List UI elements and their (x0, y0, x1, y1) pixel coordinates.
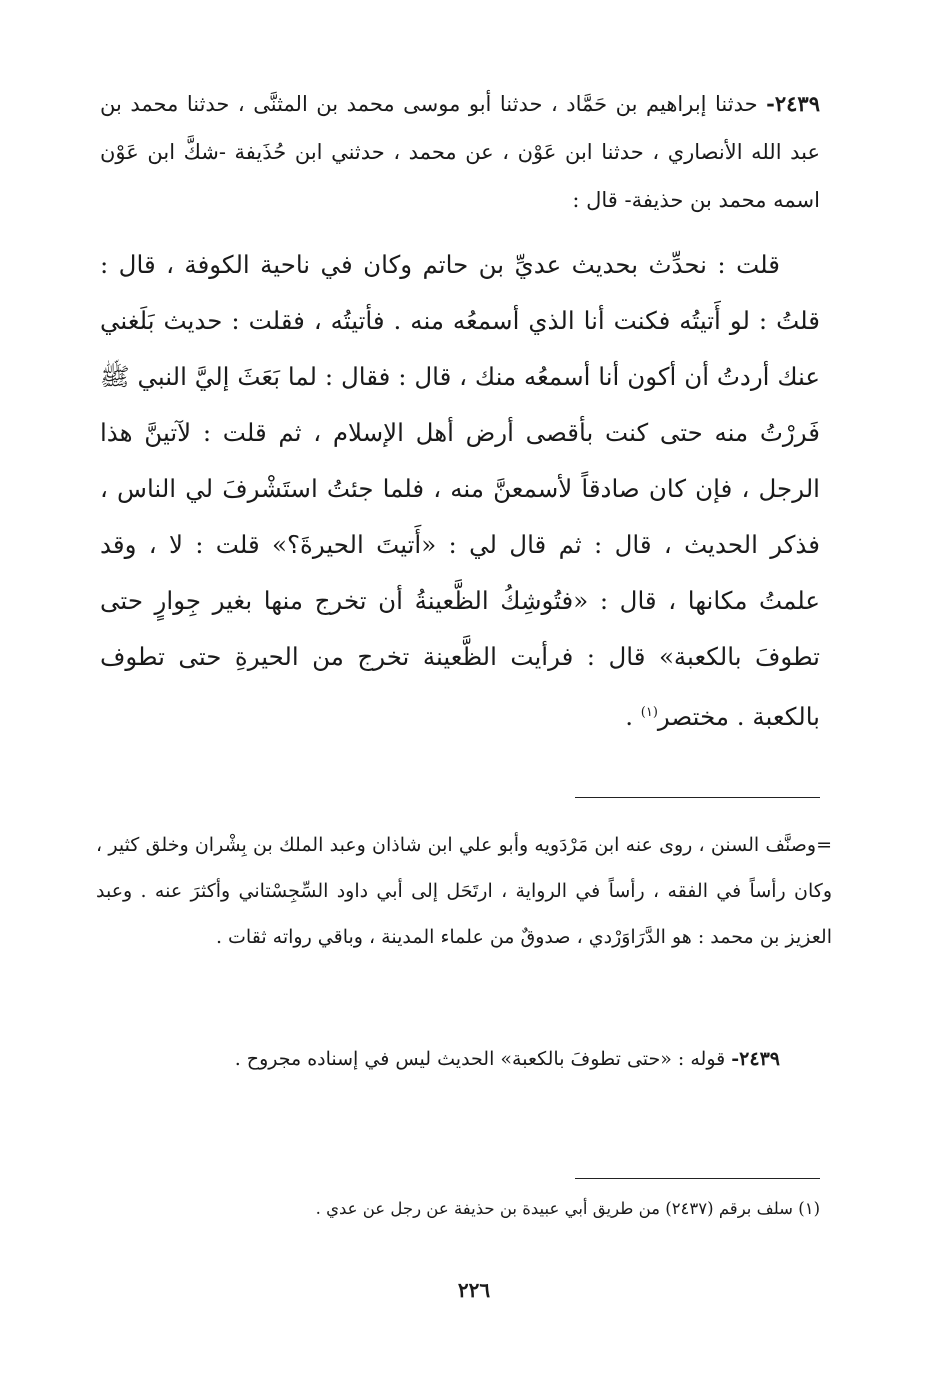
commentary-continuation-text: =وصنَّف السنن ، روى عنه ابن مَرْدَويه وأبو علي ابن شاذان وعبد الملك بن بِشْران وخلق كثير ، وكان رأساً في الفقه ، رأساً في الرواية ، ارتَحَل إلى أبي داود السِّجِسْتاني وأكثرَ عنه . وعبد العزيز بن محمد : هو الدَّرَاوَرْدي ، صدوقٌ من علماء المدينة ، وباقي رواته ثقات . (96, 834, 832, 948)
commentary-hadith-text: قوله : «حتى تطوفَ بالكعبة» الحديث ليس في إسناده مجروح . (234, 1048, 732, 1070)
matn-text: قلت : نحدِّث بحديث عديِّ بن حاتم وكان في ناحية الكوفة ، قال : قلتُ : لو أَتيتُه فكنت أنا الذي أسمعُه منه . فأتيتُه ، فقلت : حديث بَلَغني عنك أردتُ أن أكون أنا أسمعُه منك ، قال : فقال : لما بَعَثَ إليَّ النبي ﷺ فَررْتُ منه حتى كنت بأقصى أرض أهل الإسلام ، ثم قلت : لآتينَّ هذا الرجل ، فإن كان صادقاً لأسمعنَّ منه ، فلما جئتُ استَشْرفَ لي الناس ، فذكر الحديث ، قال : ثم قال لي : «أَتيتَ الحيرةَ؟» قلت : لا ، وقد علمتُ مكانها ، قال : «فتُوشِكُ الظَّعينةُ أن تخرج منها بغير جِوارٍ حتى تطوفَ بالكعبة» قال : فرأيت الظَّعينة تخرج من الحيرةِ حتى تطوف بالكعبة . مختصر (100, 250, 820, 732)
isnad-text: حدثنا إبراهيم بن حَمَّاد ، حدثنا أبو موسى محمد بن المثنَّى ، حدثنا محمد بن عبد الله الأنصاري ، حدثنا ابن عَوْن ، عن محمد ، حدثني ابن حُذَيفة -شكَّ ابن عَوْن اسمه محمد بن حذيفة- قال : (100, 92, 820, 212)
hadith-matn (100, 237, 820, 745)
hadith-isnad (100, 80, 820, 224)
footnote-divider (575, 1178, 820, 1179)
matn-end: . (625, 702, 641, 732)
commentary-hadith-number: ٢٤٣٩- (731, 1048, 780, 1070)
notes-divider (575, 797, 820, 798)
footnote (100, 1190, 820, 1228)
hadith-number: ٢٤٣٩- (766, 91, 820, 116)
footnote-text: (١) سلف برقم (٢٤٣٧) من طريق أبي عبيدة بن حذيفة عن رجل عن عدي . (315, 1199, 820, 1218)
page-number: ٢٢٦ (457, 1278, 491, 1302)
commentary-hadith (100, 1036, 820, 1082)
footnote-reference: (١) (640, 705, 658, 720)
commentary-continuation (96, 822, 832, 960)
